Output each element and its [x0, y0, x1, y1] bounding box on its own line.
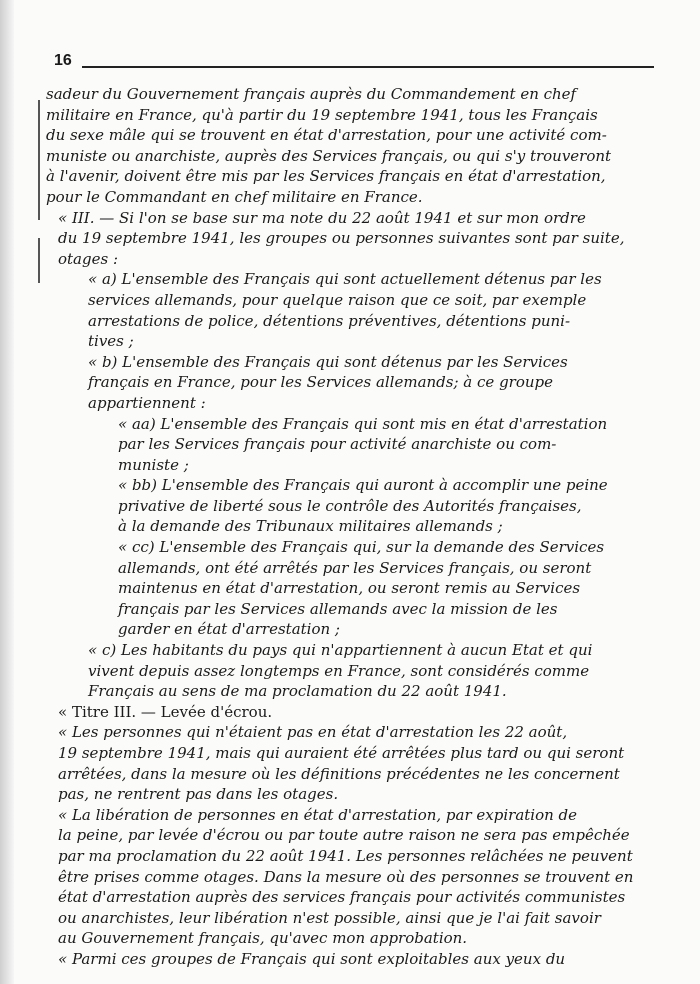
text-line: français par les Services allemands avec la mission de les: [118, 599, 558, 618]
text-line: sadeur du Gouvernement français auprès du Commandement en chef: [46, 85, 577, 103]
text-line: Français au sens de ma proclamation du 22 août 1941.: [88, 682, 507, 701]
list-item-bb: [46, 475, 658, 537]
text-line: par les Services français pour activité anarchiste ou com-: [118, 435, 557, 454]
paragraph: [46, 208, 658, 270]
margin-mark: [38, 238, 40, 283]
margin-mark: [38, 100, 40, 220]
list-item-b: [46, 352, 658, 414]
text-line: appartiennent :: [88, 393, 206, 412]
text-line: privative de liberté sous le contrôle des Autorités françaises,: [118, 496, 582, 515]
text-line: arrestations de police, détentions préventives, détentions puni-: [88, 311, 571, 330]
text-line: otages :: [58, 249, 118, 268]
text-line: garder en état d'arrestation ;: [118, 620, 340, 639]
text-line: services allemands, pour quelque raison que ce soit, par exemple: [88, 290, 587, 309]
text-line: « La libération de personnes en état d'arrestation, par expiration de: [58, 805, 578, 824]
text-line: tives ;: [88, 332, 134, 351]
text-line: « aa) L'ensemble des Français qui sont mis en état d'arrestation: [118, 414, 608, 433]
page-number: 16: [54, 52, 72, 69]
text-line: au Gouvernement français, qu'avec mon approbation.: [58, 929, 468, 948]
paragraph: [46, 84, 658, 208]
document-body: [46, 84, 658, 970]
text-line: allemands, ont été arrêtés par les Services français, ou seront: [118, 558, 592, 577]
text-line: pour le Commandant en chef militaire en France.: [46, 187, 423, 206]
text-line: à la demande des Tribunaux militaires allemands ;: [118, 517, 503, 536]
paragraph: [46, 805, 658, 949]
list-item-a: [46, 269, 658, 351]
text-line: « cc) L'ensemble des Français qui, sur la demande des Services: [118, 538, 605, 557]
text-line: état d'arrestation auprès des services français pour activités communistes: [58, 888, 626, 907]
text-line: « III. — Si l'on se base sur ma note du 22 août 1941 et sur mon ordre: [58, 208, 586, 227]
page-header: [54, 52, 654, 78]
text-line: « Les personnes qui n'étaient pas en état d'arrestation les 22 août,: [58, 723, 568, 742]
text-line: ou anarchistes, leur libération n'est possible, ainsi que je l'ai fait savoir: [58, 908, 601, 927]
text-line: muniste ;: [118, 455, 189, 474]
text-line: « c) Les habitants du pays qui n'appartiennent à aucun Etat et qui: [88, 641, 593, 660]
text-line: français en France, pour les Services allemands; à ce groupe: [88, 373, 554, 392]
paragraph: [46, 722, 658, 804]
text-line: « bb) L'ensemble des Français qui auront à accomplir une peine: [118, 476, 608, 495]
section-heading: [46, 702, 658, 723]
list-item-cc: [46, 537, 658, 640]
text-line: être prises comme otages. Dans la mesure où des personnes se trouvent en: [58, 867, 634, 886]
text-line: « Parmi ces groupes de Français qui sont exploitables aux yeux du: [58, 949, 566, 968]
text-line: arrêtées, dans la mesure où les définitions précédentes ne les concernent: [58, 764, 620, 783]
header-rule: [82, 66, 654, 68]
text-line: 19 septembre 1941, mais qui auraient été arrêtées plus tard ou qui seront: [58, 744, 625, 762]
text-line: maintenus en état d'arrestation, ou seront remis au Services: [118, 579, 581, 598]
text-line: vivent depuis assez longtemps en France, sont considérés comme: [88, 661, 590, 680]
text-line: pas, ne rentrent pas dans les otages.: [58, 785, 339, 804]
text-line: muniste ou anarchiste, auprès des Services français, ou qui s'y trouveront: [46, 146, 612, 165]
text-line: du 19 septembre 1941, les groupes ou personnes suivantes sont par suite,: [58, 229, 625, 248]
list-item-c: [46, 640, 658, 702]
text-line: « a) L'ensemble des Français qui sont actuellement détenus par les: [88, 270, 602, 289]
text-line: militaire en France, qu'à partir du 19 septembre 1941, tous les Français: [46, 105, 598, 124]
text-line: à l'avenir, doivent être mis par les Services français en état d'arrestation,: [46, 167, 606, 186]
scan-edge-shadow: [0, 0, 14, 984]
paragraph: [46, 949, 658, 970]
text-line: « b) L'ensemble des Français qui sont détenus par les Services: [88, 352, 568, 371]
list-item-aa: [46, 414, 658, 476]
text-line: « Titre III. — Levée d'écrou.: [58, 702, 273, 721]
text-line: du sexe mâle qui se trouvent en état d'arrestation, pour une activité com-: [46, 126, 607, 145]
text-line: la peine, par levée d'écrou ou par toute autre raison ne sera pas empêchée: [58, 826, 630, 845]
text-line: par ma proclamation du 22 août 1941. Les personnes relâchées ne peuvent: [58, 846, 633, 865]
